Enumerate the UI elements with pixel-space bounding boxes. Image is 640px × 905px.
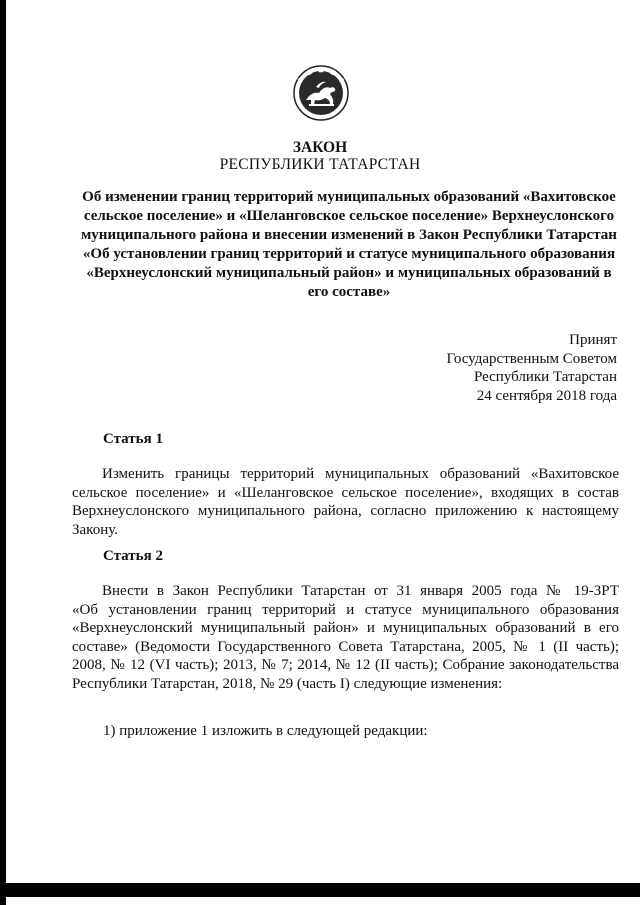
article-1-title: Статья 1 <box>103 431 163 447</box>
article-2-line: «Верхнеуслонский муниципальный район» и муниципальных образований в его <box>72 620 619 636</box>
adoption-line: Государственным Советом <box>446 350 617 367</box>
scan-bottom-border <box>0 883 640 897</box>
article-1-line: Закону. <box>72 521 118 538</box>
law-heading <box>74 188 624 302</box>
adoption-line: Принят <box>569 332 617 348</box>
law-heading-line: «Об установлении границ территорий и статусе муниципального образования <box>82 246 616 262</box>
adoption-block <box>447 331 618 405</box>
adoption-line: Республики Татарстан <box>473 369 617 385</box>
article-2-line: Внести в Закон Республики Татарстан от 31 января 2005 года № 19-ЗРТ <box>102 583 619 599</box>
article-1-line: сельское поселение» и «Шеланговское сельское поселение», входящих в состав <box>72 484 619 501</box>
document-type-title: ЗАКОН <box>292 139 348 156</box>
article-2-line: составе» (Ведомости Государственного Совета Татарстана, 2005, № 1 (II часть); <box>72 638 619 655</box>
scan-left-border <box>0 0 6 905</box>
law-heading-line: муниципального района и внесении изменений в Закон Республики Татарстан <box>81 227 617 243</box>
article-2-item-1: 1) приложение 1 изложить в следующей редакции: <box>103 723 428 739</box>
article-1-line: Изменить границы территорий муниципальных образований «Вахитовское <box>102 466 619 482</box>
article-2-title: Статья 2 <box>103 548 163 564</box>
law-heading-line: «Верхнеуслонский муниципальный район» и муниципальных образований в <box>86 265 612 281</box>
coat-of-arms-tatarstan-icon <box>292 64 350 122</box>
article-2-text <box>72 582 619 693</box>
law-heading-line: его составе» <box>307 284 391 300</box>
article-2-line: «Об установлении границ территорий и статусе муниципального образования <box>72 601 619 618</box>
article-2-line: Республики Татарстан, 2018, № 29 (часть I) следующие изменения: <box>72 675 503 692</box>
article-2-line: 2008, № 12 (VI часть); 2013, № 7; 2014, № 12 (II часть); Собрание законодательства <box>72 657 619 673</box>
law-heading-line: сельское поселение» и «Шеланговское сельское поселение» Верхнеуслонского <box>83 208 615 224</box>
article-1-text <box>72 465 619 539</box>
law-heading-line: Об изменении границ территорий муниципальных образований «Вахитовское <box>82 189 616 205</box>
adoption-date: 24 сентября 2018 года <box>476 387 617 404</box>
issuer-subtitle: РЕСПУБЛИКИ ТАТАРСТАН <box>219 156 421 173</box>
article-1-line: Верхнеуслонского муниципального района, согласно приложению к настоящему <box>72 503 619 519</box>
